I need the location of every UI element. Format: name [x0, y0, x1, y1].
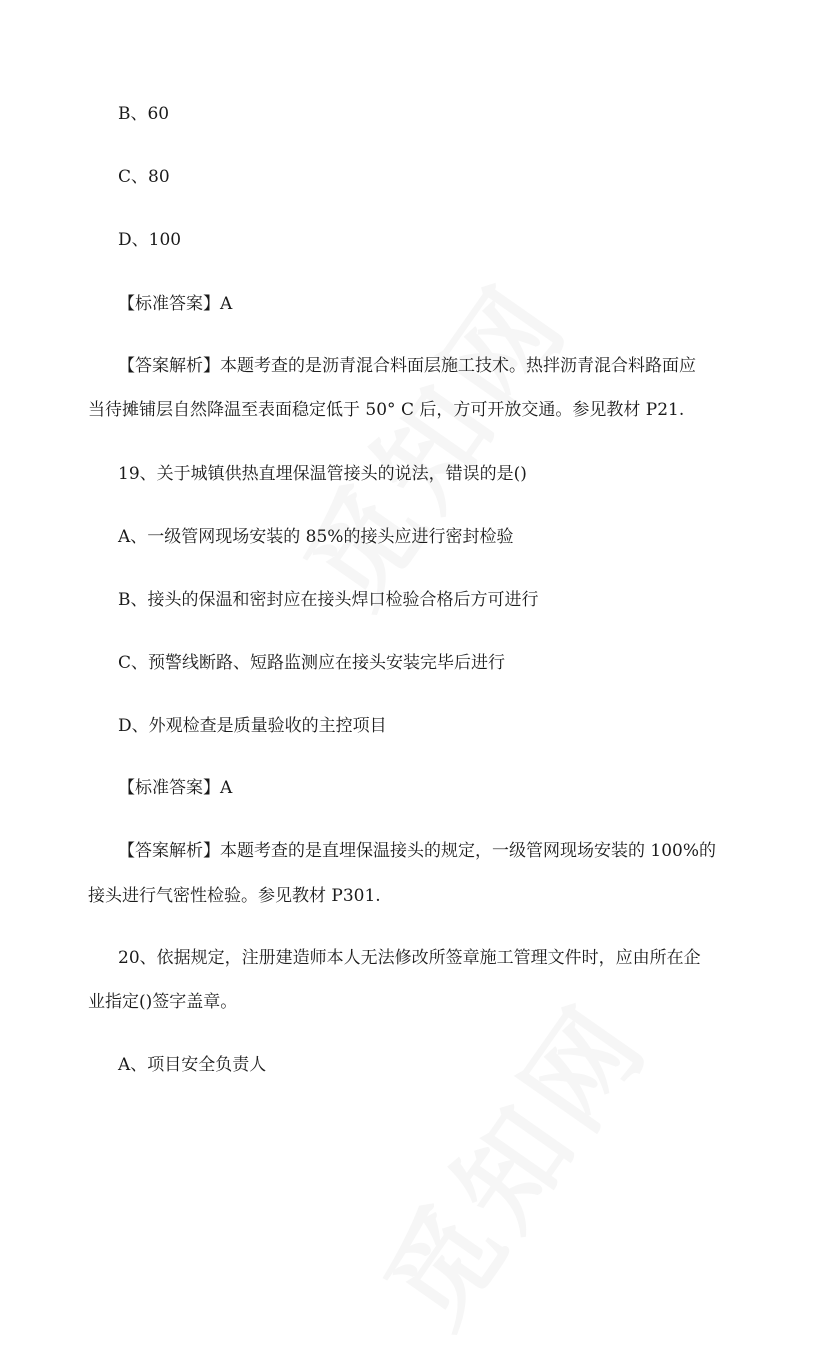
option-b-q19: B、接头的保温和密封应在接头焊口检验合格后方可进行 — [118, 590, 539, 610]
answer-analysis-q19: 【答案解析】本题考查的是直埋保温接头的规定，一级管网现场安装的 100%的 — [118, 841, 717, 861]
answer-analysis-q19-cont: 接头进行气密性检验。参见教材 P301. — [88, 886, 381, 906]
question-20-cont: 业指定()签字盖章。 — [88, 992, 238, 1012]
option-d-q18: D、100 — [118, 230, 182, 250]
question-19: 19、关于城镇供热直埋保温管接头的说法，错误的是() — [118, 464, 527, 484]
option-c-q19: C、预警线断路、短路监测应在接头安装完毕后进行 — [118, 653, 506, 673]
watermark — [262, 246, 598, 632]
answer-analysis-q18: 【答案解析】本题考查的是沥青混合料面层施工技术。热拌沥青混合料路面应 — [118, 356, 696, 376]
option-b-q18: B、60 — [118, 104, 170, 124]
standard-answer-q18: 【标准答案】A — [118, 294, 233, 314]
answer-analysis-q18-cont: 当待摊铺层自然降温至表面稳定低于 50° C 后，方可开放交通。参见教材 P21. — [88, 400, 685, 420]
question-20: 20、依据规定，注册建造师本人无法修改所签章施工管理文件时，应由所在企 — [118, 948, 701, 968]
option-d-q19: D、外观检查是质量验收的主控项目 — [118, 716, 387, 736]
option-a-q19: A、一级管网现场安装的 85%的接头应进行密封检验 — [118, 527, 514, 547]
watermark — [342, 966, 678, 1352]
option-c-q18: C、80 — [118, 167, 170, 187]
option-a-q20: A、项目安全负责人 — [118, 1055, 267, 1075]
standard-answer-q19: 【标准答案】A — [118, 778, 233, 798]
